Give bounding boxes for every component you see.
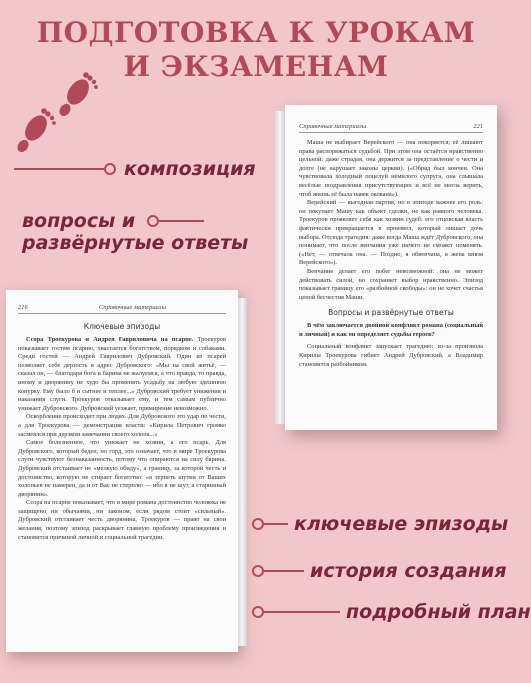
left-para-4: Ссора на псарне показывает, что в мире романа достоинство человека не защищено ни обычаями, ни законом, если рядом стоит «сильный». Дубровский отстаивает честь дворянина, Троекуров — право на свои желания, поэтому эпизод раскрывает главную проблему произведения и становится причиной личной и социальной трагедии. [18, 499, 226, 541]
left-episode-block [18, 336, 226, 413]
episode-title: Ссора Троекурова и Андрея Гавриловича на псарне. [26, 336, 194, 343]
bullet-history [252, 560, 507, 582]
bullet-label: подробный план [346, 601, 531, 623]
bullet-plan [252, 601, 531, 623]
bullet-line [14, 168, 104, 170]
bullet-label: история создания [310, 560, 507, 582]
right-answer: Социальный конфликт запускает трагедию: из-за произвола Кирилы Троекурова гибнет Андрей Дубровский, а Владимир становится разбойником. [299, 343, 483, 368]
bullet-dot [252, 606, 264, 618]
bullet-line [264, 611, 340, 613]
title-line-1: ПОДГОТОВКА К УРОКАМ [36, 16, 476, 49]
page-number: 216 [18, 304, 28, 311]
bullet-dot [252, 518, 264, 530]
bullet-composition [14, 158, 256, 180]
running-head-text: Справочные материалы [98, 304, 166, 311]
left-para-2: Оскорбление происходит при людях. Для Дубровского это удар по чести, а для Троекурова — демонстрация власти: «Кирила Петрович громко засмеялся при дерзком замечании своего холопа...» [18, 413, 226, 438]
right-para-2: Верейский — выгодная партия, но в эпизоде важнее его роль: он покупает Машу как объект сделки, не как равного человека. Троекуров проявляет себя как хозяин судеб: его отцовская власть фактически превращается в произвол, который лишает дочь выбора. Отсюда трагедия: даже когда Маша ждёт Дубровского, она понимает, что после венчания уже ничего не сможет поменять. («Нет, — отвечала она. — Поздно, я обвенчана, я жена князя Верейского»). [299, 199, 483, 267]
right-para-1: Маша не выбирает Верейского — она покоряется; её лишают права распоряжаться судьбой. При этом она остаётся нравственно цельной: даже страдая, она держится за представление о чести и долге (не нарушает законы церкви). («Обряд был кончен. Она чувствовала холодный поцелуй немилого супруга, она слышала весёлые поздравления присутствующих и всё не могла верить, чтоб жизнь её была навек окована»). [299, 139, 483, 198]
right-book-page [285, 105, 497, 430]
bullet-line [264, 523, 288, 525]
right-section-title: Вопросы и развёрнутые ответы [328, 308, 454, 318]
bullet-label: композиция [124, 158, 256, 180]
left-book-page [6, 290, 238, 652]
left-para-1: Троекуров показывает гостям псарню, хвастается богатством, порядком и собаками. Среди гостей — Андрей Гаврилович Дубровский. Один из псарей позволяет себе дерзость в адрес Дубровского: «Мы на свой житьё, — сказал он, — благодаря бога и барина не жалуемся, а что правда, то правда, иному и дворянину не худо бы променять усадьбу на любую здешнюю конурку. Ему было б и сытнее и теплее...» Дубровский требует унижения и наказания слуги. Троекуров отказывает ему, и тем самым публично унижает Дубровского. Дубровский уезжает, примирение невозможно. [18, 336, 226, 412]
page-number: 221 [473, 123, 483, 130]
right-para-3: Венчание делает его побег невозможной: она не может действовать силой, но сохраняет выбор нравственно. Эпизод показывает границу его «разбойной свободы»: он не хочет счастья ценой бесчестия Маши. [299, 267, 483, 301]
bullet-dot [104, 163, 116, 175]
bullet-dot [252, 565, 264, 577]
right-question: В чём заключается двойной конфликт романа (социальный и личный) и как он определяет судьбы героев? [299, 322, 483, 338]
bullet-label-line-2: развёрнутые ответы [22, 232, 249, 254]
bullet-episodes [252, 513, 508, 535]
left-para-3: Самое болезненное, что унижает не хозяин, а его псарь. Для Дубровского, который беден, но горд, это означает, что в мире Троекурова слуги чувствуют безнаказанность, потому что опираются на силу барина. Дубровский отстаивает не «мелкую обиду», а границу, за которой честь и достоинство, которую не стирает богатство: «я терпеть шутки от Ваших холопьев не намерен, да и от Вас не стерплю — ибо я не шут, а старинный дворянин». [18, 439, 226, 498]
footprints-icon [8, 70, 108, 170]
running-head-text: Справочные материалы [299, 123, 367, 130]
left-section-title: Ключевые эпизоды [83, 322, 161, 331]
right-running-head [299, 123, 483, 133]
bullet-label-line-1: вопросы и [22, 210, 136, 232]
bullet-label: ключевые эпизоды [294, 513, 509, 535]
bullet-dot [147, 215, 159, 227]
left-running-head [18, 304, 226, 314]
bullet-line [159, 220, 204, 222]
bullet-line [264, 570, 304, 572]
title-line-2: И ЭКЗАМЕНАМ [123, 50, 389, 83]
bullet-questions [22, 210, 248, 254]
